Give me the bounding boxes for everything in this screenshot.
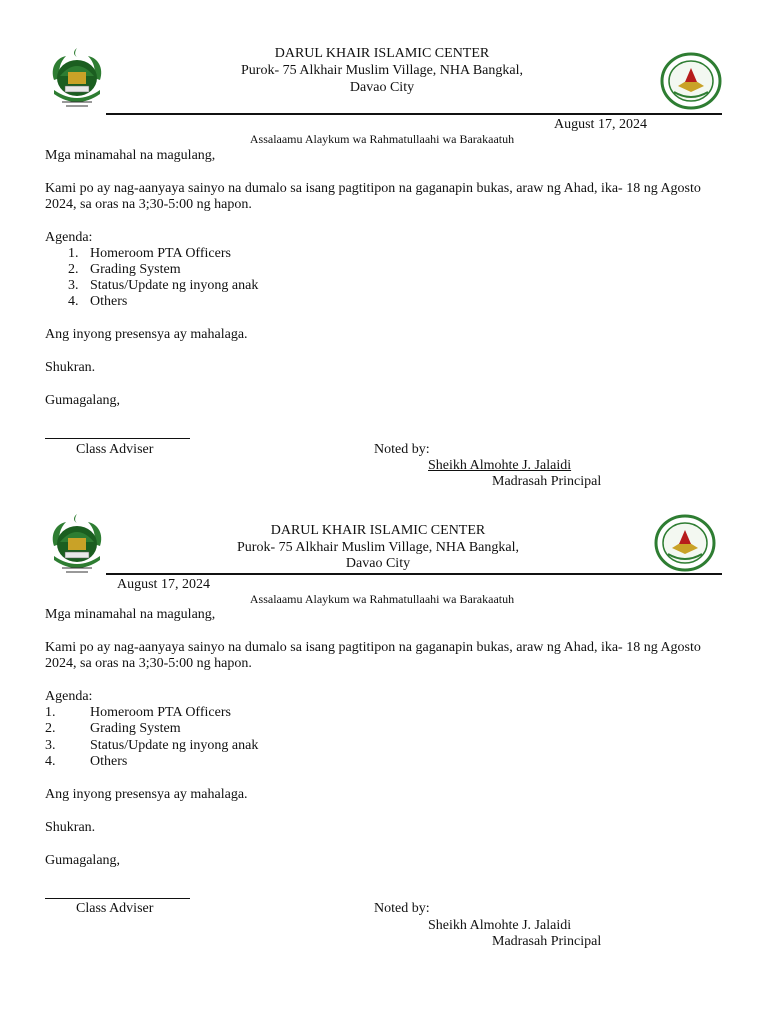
letter-date: August 17, 2024 <box>117 577 210 592</box>
agenda-item-3-num: 3. <box>68 278 79 293</box>
presence-note: Ang inyong presensya ay mahalaga. <box>45 787 248 802</box>
agenda-item-3-num: 3. <box>45 738 56 753</box>
adviser-title: Class Adviser <box>76 442 154 457</box>
thanks-note: Shukran. <box>45 820 96 835</box>
agenda-item-4: Others <box>90 754 128 769</box>
body-line-1: Kami po ay nag-aanyaya sainyo na dumalo sa isang pagtitipon na gaganapin bukas, araw ng Ahad, ika- 18 ng Agosto <box>45 181 701 196</box>
agenda-item-1-num: 1. <box>68 246 79 261</box>
thanks-note: Shukran. <box>45 360 96 375</box>
principal-title: Madrasah Principal <box>492 474 602 489</box>
org-name: DARUL KHAIR ISLAMIC CENTER <box>274 46 490 61</box>
principal-name: Sheikh Almohte J. Jalaidi <box>428 458 572 473</box>
header-rule <box>106 573 722 575</box>
org-name: DARUL KHAIR ISLAMIC CENTER <box>270 523 486 538</box>
islamic-greeting: Assalaamu Alaykum wa Rahmatullaahi wa Barakaatuh <box>249 132 515 146</box>
agenda-item-1: Homeroom PTA Officers <box>90 246 231 261</box>
principal-title: Madrasah Principal <box>492 934 602 949</box>
closing: Gumagalang, <box>45 393 121 408</box>
letter-date: August 17, 2024 <box>554 117 647 132</box>
agenda-item-2: Grading System <box>90 721 181 736</box>
agenda-item-2-num: 2. <box>45 721 56 736</box>
agenda-item-2: Grading System <box>90 262 181 277</box>
agenda-item-4-num: 4. <box>45 754 56 769</box>
agenda-item-2-num: 2. <box>68 262 79 277</box>
body-line-1: Kami po ay nag-aanyaya sainyo na dumalo sa isang pagtitipon na gaganapin bukas, araw ng Ahad, ika- 18 ng Agosto <box>45 640 701 655</box>
noted-by-label: Noted by: <box>374 901 430 916</box>
agenda-label: Agenda: <box>45 689 93 704</box>
org-address-line1: Purok- 75 Alkhair Muslim Village, NHA Bangkal, <box>241 63 523 78</box>
islamic-greeting: Assalaamu Alaykum wa Rahmatullaahi wa Barakaatuh <box>249 592 515 606</box>
agenda-item-3: Status/Update ng inyong anak <box>90 738 259 753</box>
agenda-item-4-num: 4. <box>68 294 79 309</box>
org-address-line1: Purok- 75 Alkhair Muslim Village, NHA Bangkal, <box>237 540 519 555</box>
agenda-label: Agenda: <box>45 230 93 245</box>
salutation: Mga minamahal na magulang, <box>45 607 216 622</box>
org-address-line2: Davao City <box>345 556 411 571</box>
adviser-signature-line <box>45 438 190 439</box>
header-rule <box>106 113 722 115</box>
school-seal-icon <box>660 52 722 110</box>
school-seal-icon <box>654 514 716 572</box>
presence-note: Ang inyong presensya ay mahalaga. <box>45 327 248 342</box>
closing: Gumagalang, <box>45 853 121 868</box>
salutation: Mga minamahal na magulang, <box>45 148 216 163</box>
agenda-item-3: Status/Update ng inyong anak <box>90 278 259 293</box>
principal-name: Sheikh Almohte J. Jalaidi <box>428 918 572 933</box>
org-address-line2: Davao City <box>349 80 415 95</box>
body-line-2: 2024, sa oras na 3;30-5:00 ng hapon. <box>45 656 252 671</box>
mosque-emblem-icon <box>46 512 108 578</box>
mosque-emblem-icon <box>46 46 108 112</box>
agenda-item-1-num: 1. <box>45 705 56 720</box>
body-line-2: 2024, sa oras na 3;30-5:00 ng hapon. <box>45 197 252 212</box>
agenda-item-1: Homeroom PTA Officers <box>90 705 231 720</box>
agenda-item-4: Others <box>90 294 128 309</box>
noted-by-label: Noted by: <box>374 442 430 457</box>
adviser-title: Class Adviser <box>76 901 154 916</box>
adviser-signature-line <box>45 898 190 899</box>
